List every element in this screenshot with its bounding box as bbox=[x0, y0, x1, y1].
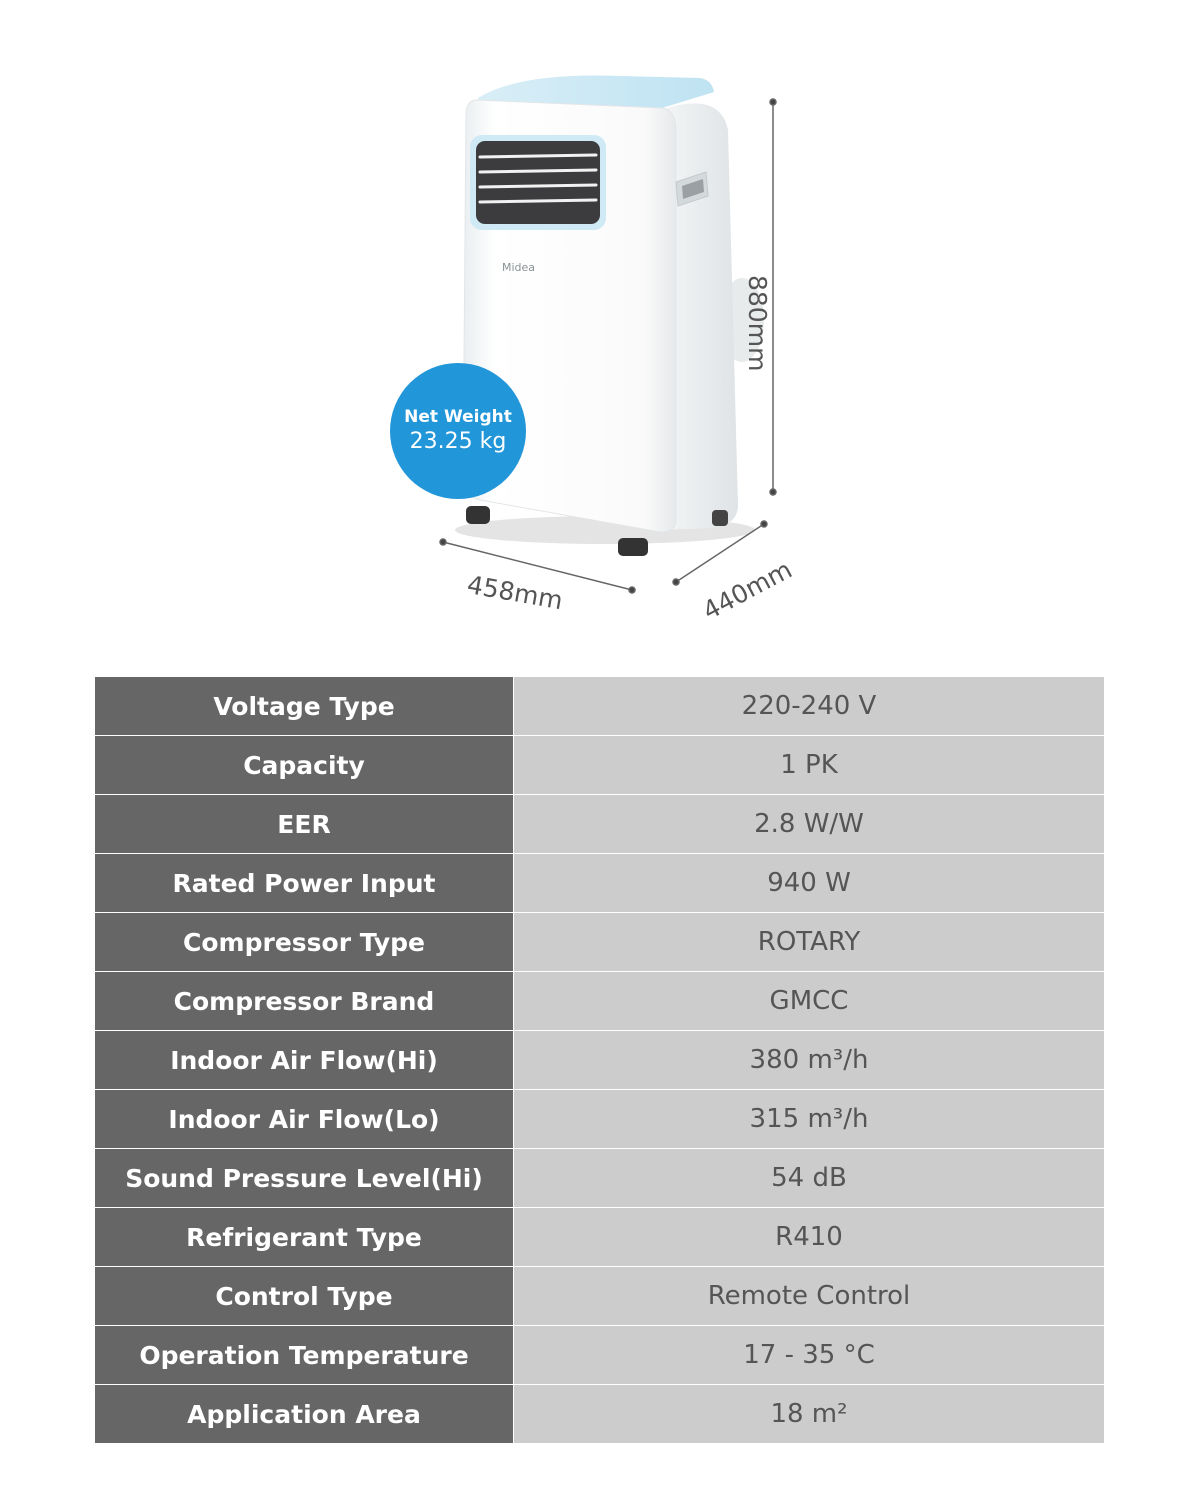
air-conditioner-image bbox=[0, 0, 1200, 660]
spec-label: Rated Power Input bbox=[95, 854, 513, 912]
spec-row bbox=[95, 1385, 1104, 1443]
spec-row bbox=[95, 1090, 1104, 1148]
spec-label: Operation Temperature bbox=[95, 1326, 513, 1384]
net-weight-label: Net Weight bbox=[404, 407, 512, 427]
spec-label: Sound Pressure Level(Hi) bbox=[95, 1149, 513, 1207]
spec-row bbox=[95, 736, 1104, 794]
net-weight-badge bbox=[390, 363, 526, 499]
spec-label: EER bbox=[95, 795, 513, 853]
spec-label: Indoor Air Flow(Hi) bbox=[95, 1031, 513, 1089]
product-illustration bbox=[0, 0, 1200, 660]
spec-value: 380 m³/h bbox=[514, 1031, 1104, 1089]
spec-label: Control Type bbox=[95, 1267, 513, 1325]
spec-row bbox=[95, 913, 1104, 971]
spec-label: Compressor Type bbox=[95, 913, 513, 971]
spec-label: Compressor Brand bbox=[95, 972, 513, 1030]
midea-logo: Midea bbox=[502, 261, 536, 274]
width-dimension: 458mm bbox=[464, 570, 565, 616]
spec-value: 17 - 35 °C bbox=[514, 1326, 1104, 1384]
spec-value: 54 dB bbox=[514, 1149, 1104, 1207]
spec-row bbox=[95, 1267, 1104, 1325]
spec-row bbox=[95, 1149, 1104, 1207]
spec-value: 315 m³/h bbox=[514, 1090, 1104, 1148]
spec-label: Indoor Air Flow(Lo) bbox=[95, 1090, 513, 1148]
spec-row bbox=[95, 972, 1104, 1030]
spec-value: ROTARY bbox=[514, 913, 1104, 971]
depth-dimension: 440mm bbox=[698, 554, 797, 626]
spec-row bbox=[95, 795, 1104, 853]
spec-row bbox=[95, 1208, 1104, 1266]
net-weight-value: 23.25 kg bbox=[409, 429, 507, 454]
spec-row bbox=[95, 854, 1104, 912]
spec-value: GMCC bbox=[514, 972, 1104, 1030]
spec-value: 1 PK bbox=[514, 736, 1104, 794]
spec-label: Capacity bbox=[95, 736, 513, 794]
spec-row bbox=[95, 1326, 1104, 1384]
spec-label: Refrigerant Type bbox=[95, 1208, 513, 1266]
spec-value: Remote Control bbox=[514, 1267, 1104, 1325]
spec-value: 2.8 W/W bbox=[514, 795, 1104, 853]
spec-table bbox=[95, 677, 1104, 1444]
spec-value: 220-240 V bbox=[514, 677, 1104, 735]
spec-value: R410 bbox=[514, 1208, 1104, 1266]
spec-value: 18 m² bbox=[514, 1385, 1104, 1443]
spec-value: 940 W bbox=[514, 854, 1104, 912]
spec-row bbox=[95, 677, 1104, 735]
height-dimension: 880mm bbox=[743, 275, 772, 372]
spec-label: Application Area bbox=[95, 1385, 513, 1443]
spec-row bbox=[95, 1031, 1104, 1089]
spec-label: Voltage Type bbox=[95, 677, 513, 735]
